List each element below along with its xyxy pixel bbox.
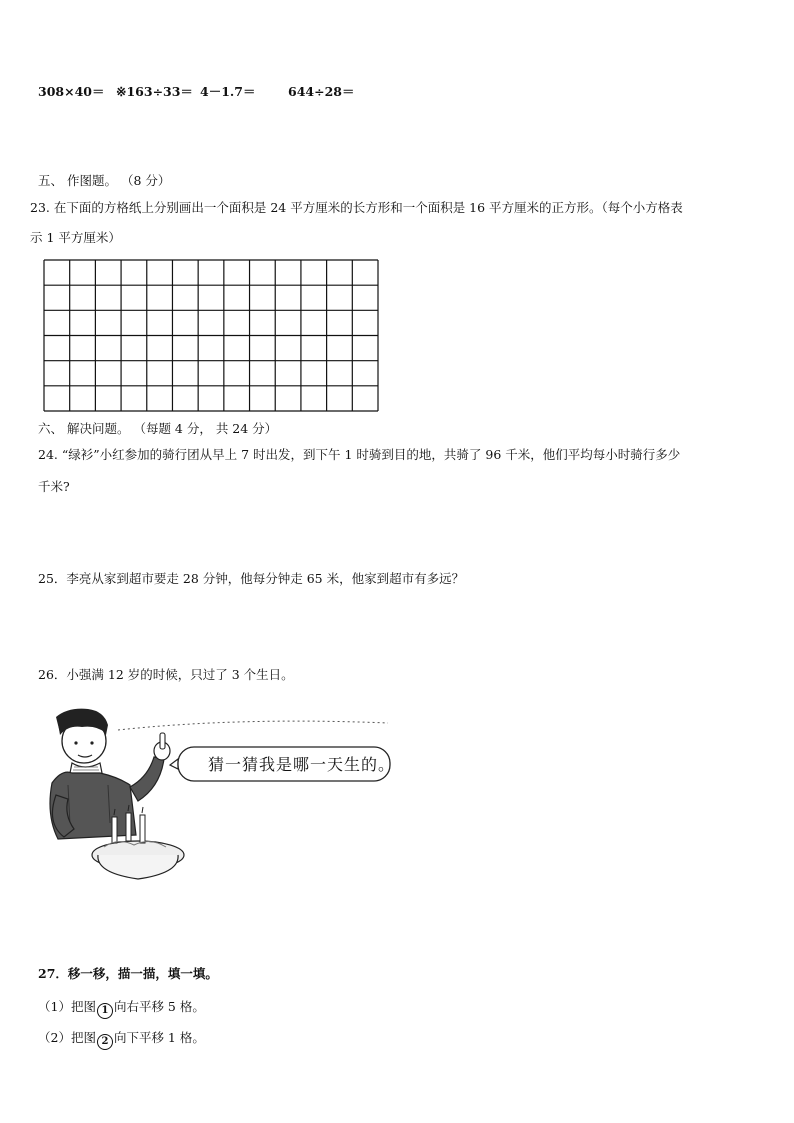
calc-item: 644÷28＝ <box>288 84 355 99</box>
calc-item: 4－1.7＝ <box>200 84 256 99</box>
question-27-item-1 <box>38 999 205 1019</box>
question-24-line2: 千米? <box>38 479 70 494</box>
question-23-line2: 示 1 平方厘米） <box>30 230 121 245</box>
item-2-suffix: 向下平移 1 格。 <box>113 1030 205 1045</box>
question-25: 25．李亮从家到超市要走 28 分钟，他每分钟走 65 米，他家到超市有多远？ <box>38 571 465 586</box>
item-1-suffix: 向右平移 5 格。 <box>113 999 205 1014</box>
item-2-prefix: （2）把图 <box>38 1030 96 1045</box>
square-grid[interactable] <box>43 259 379 412</box>
speech-bubble-text: 猜一猜我是哪一天生的。 <box>208 755 396 774</box>
figure-1-marker: 1 <box>97 1003 113 1019</box>
calc-row <box>38 84 354 100</box>
figure-2-marker: 2 <box>97 1034 113 1050</box>
question-26: 26．小强满 12 岁的时候，只过了 3 个生日。 <box>38 667 294 682</box>
question-27-title: 27．移一移，描一描，填一填。 <box>38 966 218 981</box>
item-1-prefix: （1）把图 <box>38 999 96 1014</box>
section-header-6: 六、 解决问题。 （每题 4 分， 共 24 分） <box>38 421 278 436</box>
boy-birthday-illustration <box>38 705 394 899</box>
calc-item: 308×40＝ <box>38 84 105 99</box>
question-23-line1: 23. 在下面的方格纸上分别画出一个面积是 24 平方厘米的长方形和一个面积是 16 平方厘米的正方形。（每个小方格表 <box>30 200 683 215</box>
question-27-item-2 <box>38 1030 205 1050</box>
question-24-line1: 24. “绿衫”小红参加的骑行团从早上 7 时出发，到下午 1 时骑到目的地，共骑了 96 千米，他们平均每小时骑行多少 <box>38 447 681 462</box>
section-header-5: 五、 作图题。 （8 分） <box>38 173 171 188</box>
calc-item: ※163÷33＝ <box>116 84 193 99</box>
